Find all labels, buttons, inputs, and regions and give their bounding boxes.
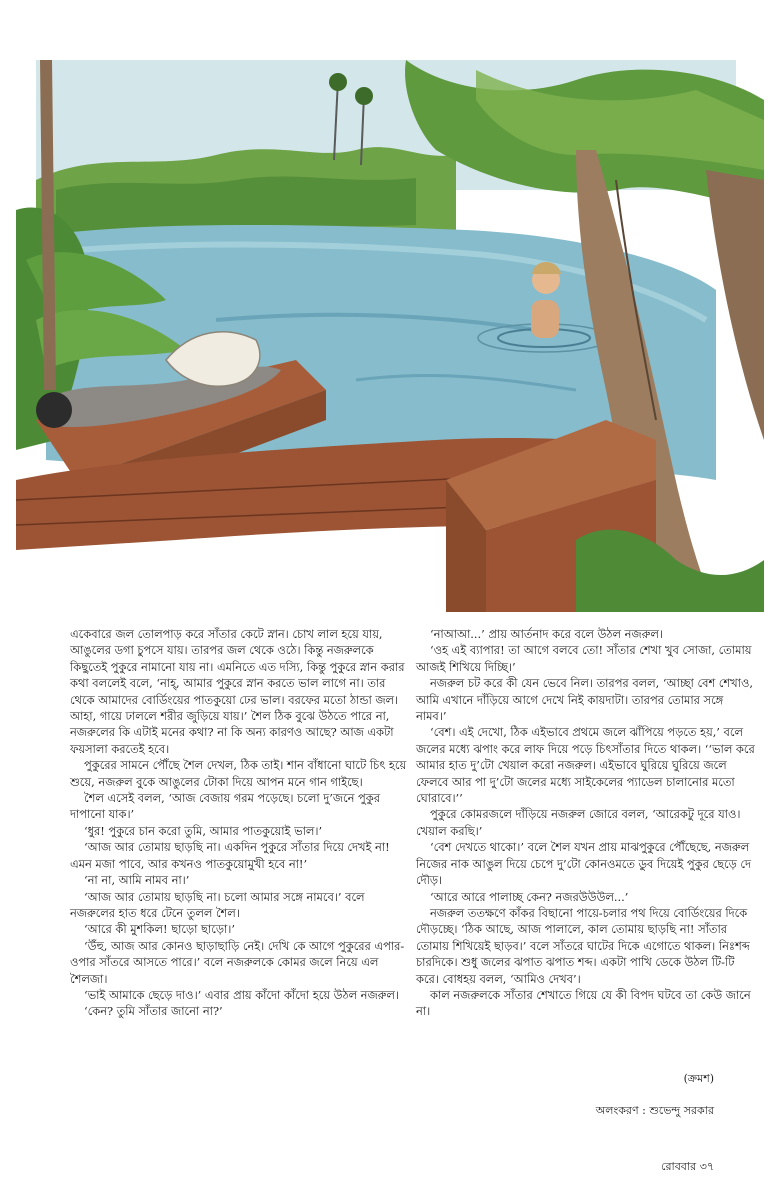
story-paragraph: ‘উঁহু, আজ আর কোনও ছাড়াছাড়ি নেই। দেখি কে আগে পুকুরের এপার-ওপার সাঁতরে আসতে পারে।’ বলে নজরুলকে কোমর জলে নিয়ে এল শৈলজা। [70,938,405,986]
story-paragraph: ‘আজ আর তোমায় ছাড়ছি না। চলো আমার সঙ্গে নামবে।’ বলে নজরুলের হাত ধরে টেনে তুলল শৈল। [70,889,365,920]
story-paragraph: নজরুল ততক্ষণে কাঁকর বিছানো পায়ে-চলার পথ দিয়ে বোর্ডিংয়ের দিকে দৌড়চ্ছে। ‘ঠিক আছে, আজ পালালে, কাল তোমায় ছাড়ছি না! সাঁতার তোমায় শিখিয়েই ছাড়ব।’ বলে সাঁতরে ঘাটের দিকে এগোতে থাকল। নিঃশব্দ চারদিকে। শুধু জলের ঝপাত ঝপাত শব্দ। একটা পাখি ডেকে উঠল টি-টি করে। বোধহয় বলল, ‘আমিও দেখব’। [416,905,750,986]
story-paragraph: শৈল এসেই বলল, ‘আজ বেজায় গরম পড়েছে। চলো দু’জনে পুকুর দাপানো যাক।’ [70,791,381,822]
story-paragraph: ‘ভাই আমাকে ছেড়ে দাও।’ এবার প্রায় কাঁদো কাঁদো হয়ে উঠল নজরুল। [84,987,399,1002]
pond-scene-drawing [16,60,764,612]
story-paragraph: কাল নজরুলকে সাঁতার শেখাতে গিয়ে যে কী বিপদ ঘটবে তা কেউ জানে না। [416,987,751,1019]
story-paragraph: ‘বেশ দেখতে থাকো।’ বলে শৈল যখন প্রায় মাঝপুকুরে পৌঁছেছে, নজরুল নিজের নাক আঙুল দিয়ে চেপে দু’টো কোনওমতে ডুব দিয়েই পুকুর ছেড়ে দে দৌড়। [416,840,751,888]
story-paragraph: ‘আরে আরে পালাচ্ছ কেন? নজরউউউল...’ [430,889,629,904]
illustration-credit: অলংকরণ : শুভেন্দু সরকার [595,1104,714,1117]
story-illustration [16,60,764,612]
story-paragraph: ‘আজ আর তোমায় ছাড়ছি না। একদিন পুকুরে সাঁতার দিয়ে দেখই না! এমন মজা পাবে, আর কখনও পাতকুয়োমুখী হবে না!’ [70,840,390,871]
story-column-left [70,626,410,1020]
story-paragraph: ‘কেন? তুমি সাঁতার জানো না?’ [84,1004,223,1019]
page-number: ৩৭ [699,1160,714,1173]
story-paragraph: ‘বেশ। এই দেখো, ঠিক এইভাবে প্রথমে জলে ঝাঁপিয়ে পড়তে হয়,’ বলে জলের মধ্যে ঝপাং করে লাফ দিয়ে পড়ে চিৎসাঁতার দিতে থাকল। ‘‘ভাল করে আমার হাত দু’টো খেয়াল করো নজরুল। এইভাবে ঘুরিয়ে ঘুরিয়ে জলে ফেলবে আর পা দু’টো জলের মধ্যে সাইকেলের প্যাডেল চালানোর মতো ঘোরাবে।’’ [416,725,755,806]
continued-label: (ক্রমশ) [683,1072,714,1085]
page-footer [661,1158,714,1177]
story-paragraph: ‘না না, আমি নামব না।’ [84,873,190,888]
publication-name: রোববার [660,1160,697,1173]
story-paragraph: একেবারে জল তোলপাড় করে সাঁতার কেটে স্নান। চোখ লাল হয়ে যায়, আঙুলের ডগা চুপসে যায়। তারপর জল থেকে ওঠে। কিন্তু নজরুলকে কিছুতেই পুকুরে নামানো যায় না। এমনিতে এত দস্যি, কিন্তু পুকুরে স্নান করার কথা বললেই বলে, ‘নাহ্‌, আমার পুকুরে স্নান করতে ভাল লাগে না। তার থেকে আমাদের বোর্ডিংয়ের পাতকুয়ো ঢের ভাল। বরফের মতো ঠান্ডা জল। আহা, গায়ে ঢাললে শরীর জুড়িয়ে যায়।’ শৈল ঠিক বুঝে উঠতে পারে না, নজরুলের কি এটাই মনের কথা? না কি অন্য কারণও আছে? আজ একটা ফয়সালা করতেই হবে। [70,627,405,756]
story-paragraph: নজরুল চট করে কী যেন ভেবে নিল। তারপর বলল, ‘আচ্ছা বেশ শেখাও, আমি এখানে দাঁড়িয়ে আগে দেখে নিই কায়দাটা। তারপর তোমার সঙ্গে নামব।’ [416,676,753,724]
story-paragraph: ‘ধুর! পুকুরে চান করো তুমি, আমার পাতকুয়োই ভাল।’ [84,823,323,838]
story-paragraph: পুকুরের সামনে পৌঁছে শৈল দেখল, ঠিক তাই। শান বাঁধানো ঘাটে চিৎ হয়ে শুয়ে, নজরুল বুকে আঙুলের টোকা দিয়ে আপন মনে গান গাইছে। [70,758,407,789]
story-paragraph: ‘নাআআ...’ প্রায় আর্তনাদ করে বলে উঠল নজরুল। [430,627,663,641]
story-column-right [416,626,756,1020]
story-paragraph: ‘ওহ এই ব্যাপার! তা আগে বলবে তো! সাঁতার শেখা খুব সোজা, তোমায় আজই শিখিয়ে দিচ্ছি।’ [416,643,752,674]
story-paragraph: পুকুরে কোমরজলে দাঁড়িয়ে নজরুল জোরে বলল, ‘আরেকটু দূরে যাও। খেয়াল করছি।’ [416,807,741,838]
story-paragraph: ‘আরে কী মুশকিল! ছাড়ো ছাড়ো।’ [84,922,235,937]
